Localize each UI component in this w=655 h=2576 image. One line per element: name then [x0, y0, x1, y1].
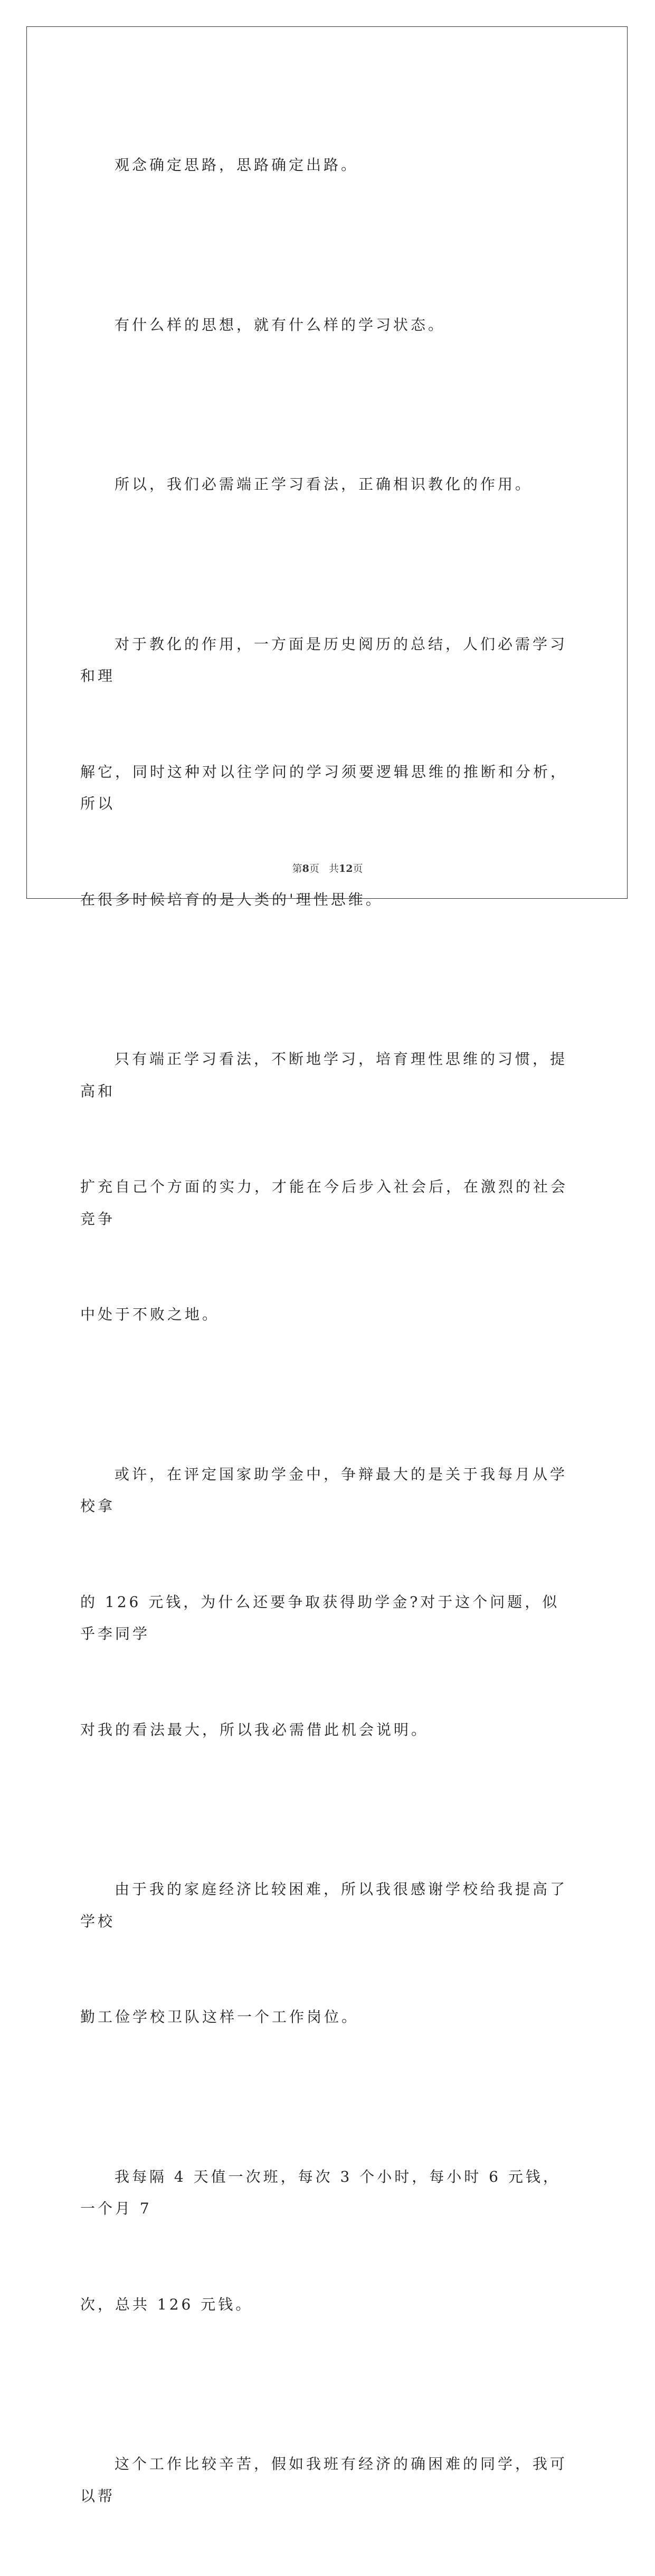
paragraph-7 — [80, 1810, 574, 2097]
footer-prefix: 第 — [292, 863, 302, 874]
total-pages-number: 12 — [338, 863, 353, 874]
text-line: 中处于不败之地。 — [80, 1306, 220, 1323]
document-body — [80, 85, 574, 2576]
paragraph-3 — [80, 405, 574, 565]
text-line: 次，总共 126 元钱。 — [80, 2295, 253, 2313]
text-line: 的 126 元钱，为什么还要争取获得助学金?对于这个问题，似乎李同学 — [80, 1593, 560, 1642]
paragraph-5 — [80, 980, 574, 1395]
text-line: 所以，我们必需端正学习看法，正确相识教化的作用。 — [115, 476, 533, 493]
text-line: 这个工作比较辛苦，假如我班有经济的确困难的同学，我可以帮 — [80, 2455, 568, 2505]
paragraph-6 — [80, 1395, 574, 1810]
text-line: 观念确定思路，思路确定出路。 — [115, 156, 359, 174]
text-line: 只有端正学习看法，不断地学习，培育理性思维的习惯，提高和 — [80, 1050, 568, 1100]
current-page-number: 8 — [302, 863, 309, 874]
paragraph-4 — [80, 565, 574, 980]
footer-page-word: 页 — [309, 863, 319, 874]
text-line: 或许，在评定国家助学金中，争辩最大的是关于我每月从学校拿 — [80, 1465, 568, 1515]
text-line: 解它，同时这种对以往学问的学习须要逻辑思维的推断和分析，所以 — [80, 763, 568, 812]
text-line: 在很多时候培育的是人类的'理性思维。 — [80, 890, 383, 908]
text-line: 对于教化的作用，一方面是历史阅历的总结，人们必需学习和理 — [80, 635, 568, 685]
text-line: 由于我的家庭经济比较困难，所以我很感谢学校给我提高了学校 — [80, 1880, 568, 1930]
footer-total-suffix: 页 — [353, 863, 363, 874]
text-line: 对我的看法最大，所以我必需借此机会说明。 — [80, 1720, 429, 1738]
text-line: 我每隔 4 天值一次班，每次 3 个小时，每小时 6 元钱，一个月 7 — [80, 2168, 561, 2217]
text-line: 扩充自己个方面的实力，才能在今后步入社会后，在激烈的社会竞争 — [80, 1178, 568, 1228]
page-number-footer — [0, 861, 655, 875]
paragraph-9 — [80, 2384, 574, 2576]
text-line: 有什么样的思想，就有什么样的学习状态。 — [115, 316, 446, 334]
footer-total-prefix: 共 — [328, 863, 339, 874]
paragraph-8 — [80, 2097, 574, 2385]
paragraph-2 — [80, 245, 574, 405]
paragraph-1 — [80, 85, 574, 245]
text-line: 勤工俭学校卫队这样一个工作岗位。 — [80, 2008, 359, 2026]
